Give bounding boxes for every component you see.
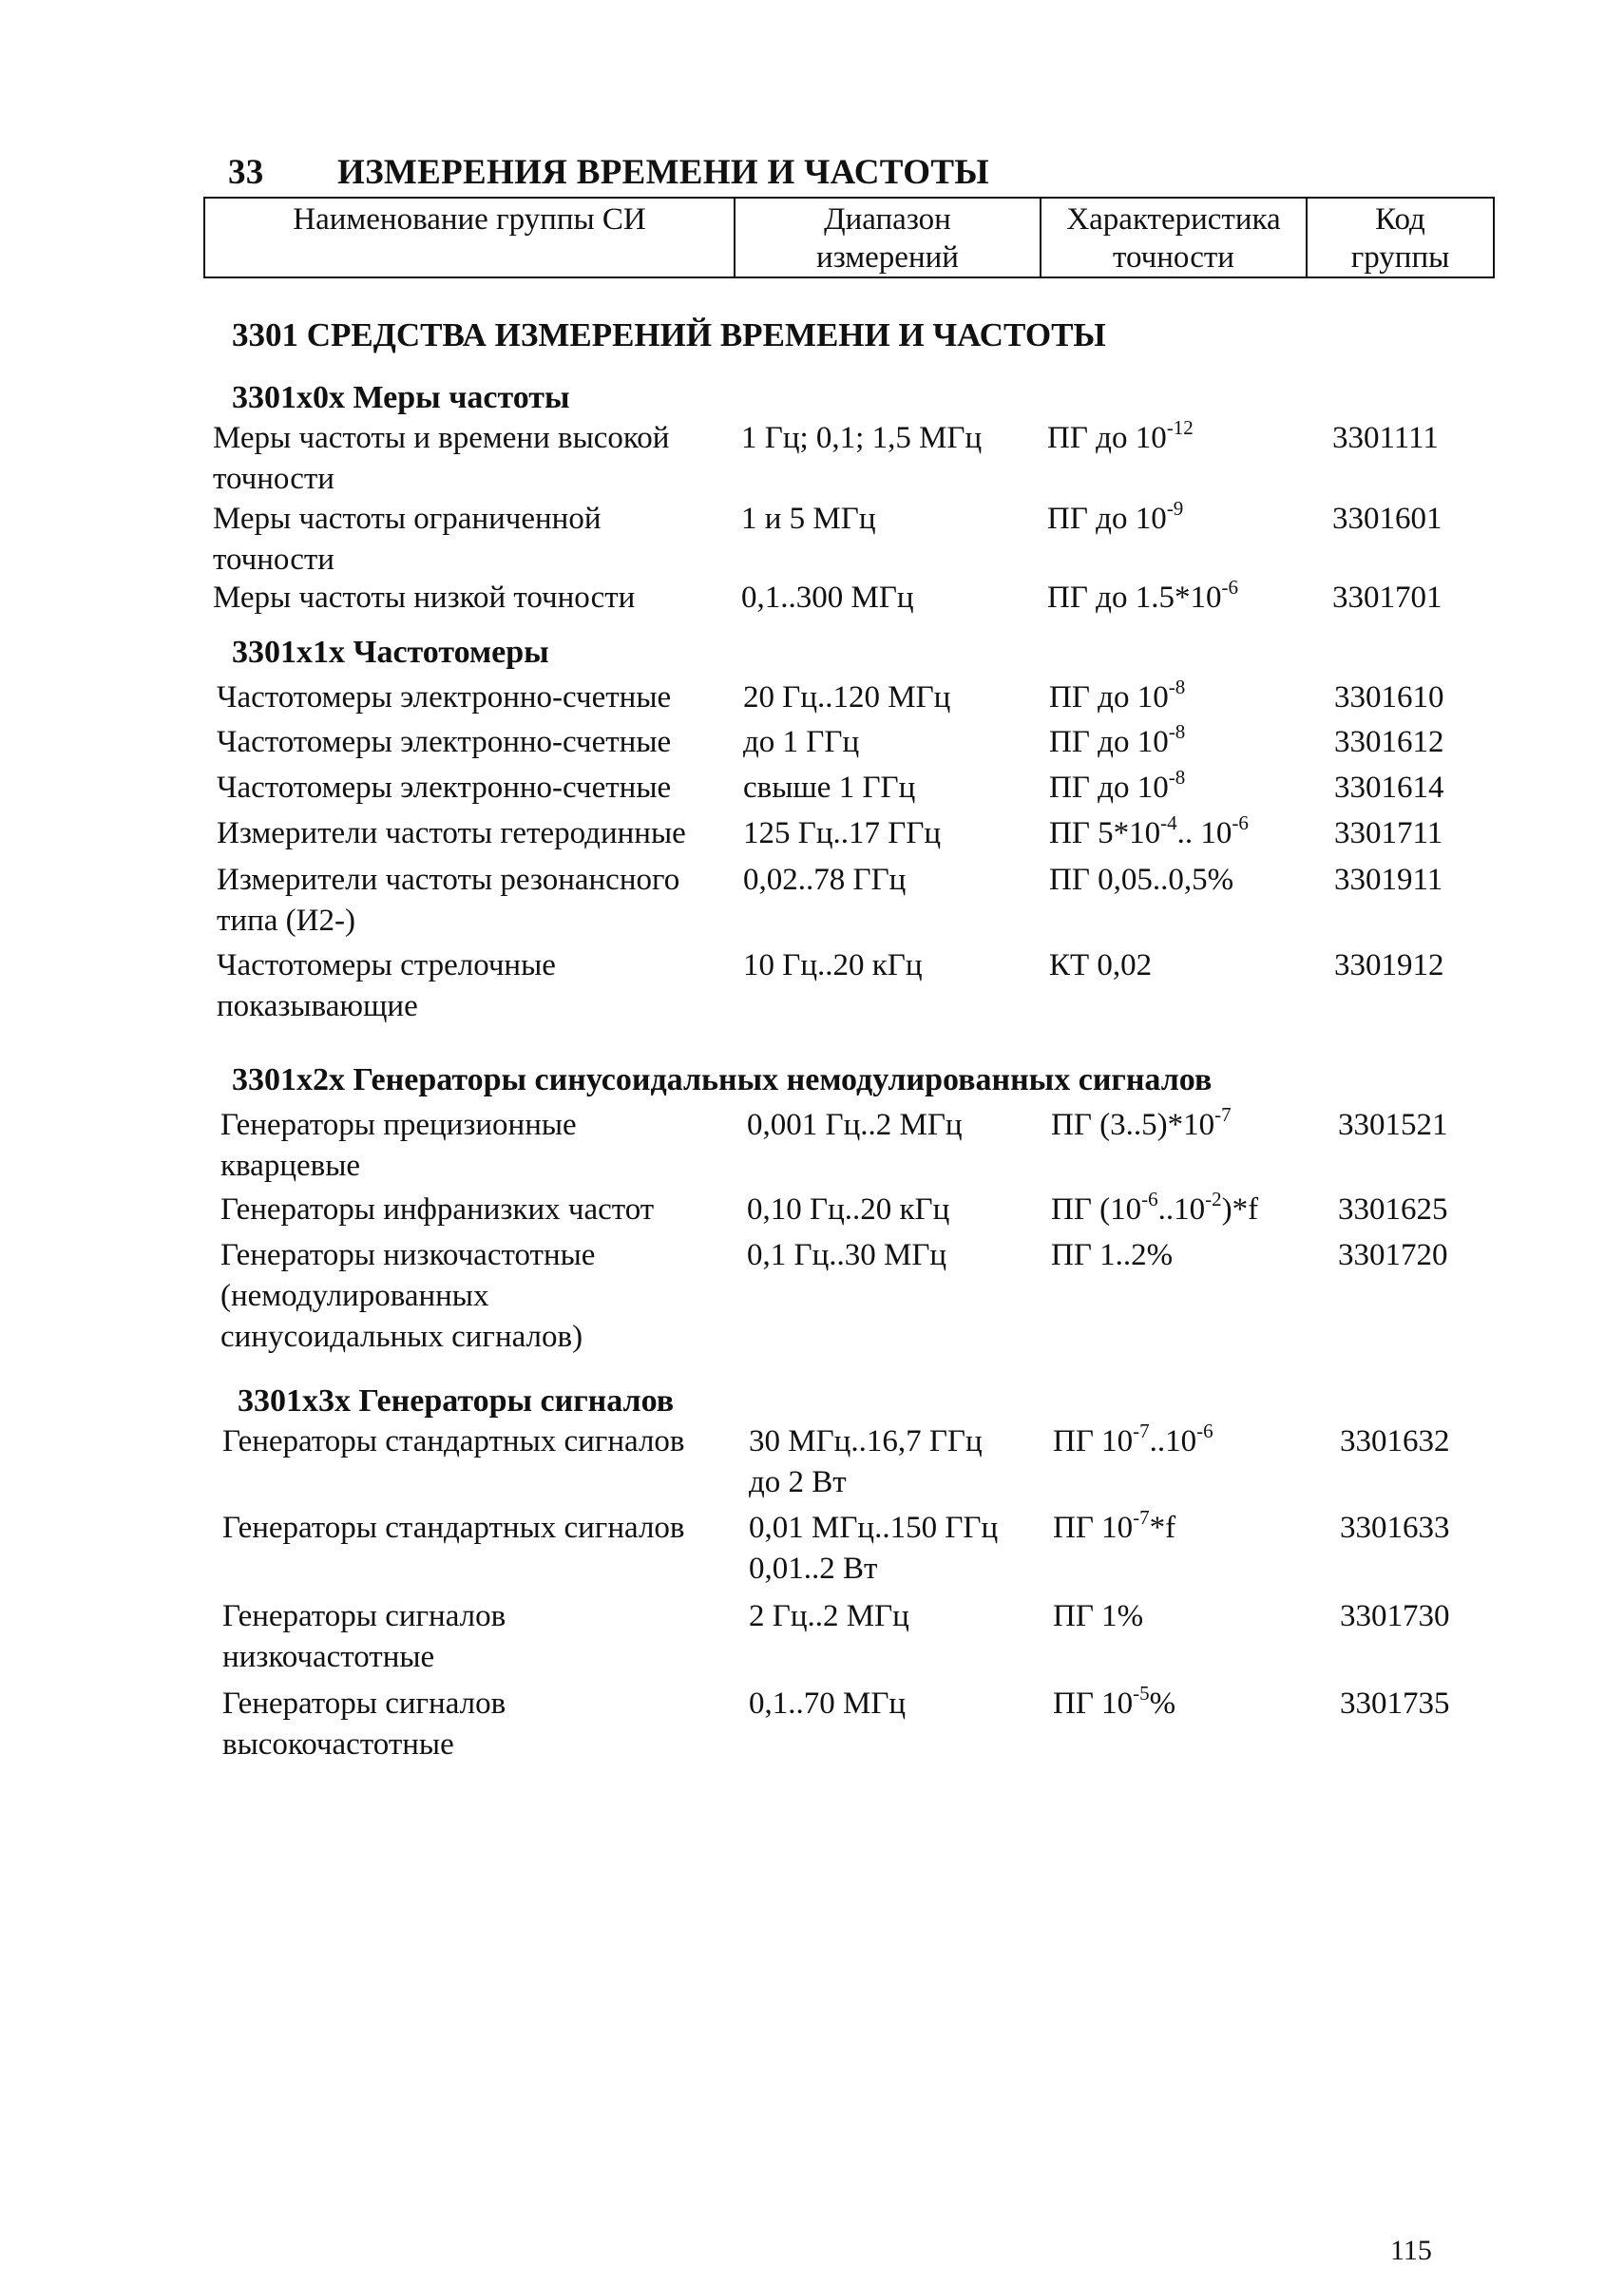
header-accuracy-line1: Характеристика <box>1066 202 1281 237</box>
accuracy-text: ПГ 10 <box>1053 1424 1134 1458</box>
accuracy-text-mid: .. 10 <box>1176 816 1232 850</box>
measurement-range <box>743 768 915 809</box>
accuracy-exponent: -5 <box>1133 1682 1150 1705</box>
accuracy-exponent-2: -6 <box>1232 811 1249 834</box>
accuracy-characteristic <box>1053 1421 1213 1465</box>
accuracy-exponent: -7 <box>1133 1506 1150 1529</box>
accuracy-text: ПГ до 10 <box>1047 421 1167 455</box>
group-code: 3301911 <box>1334 863 1443 897</box>
instrument-name-line: Измерители частоты гетеродинные <box>217 816 686 850</box>
instrument-name-line: Меры частоты низкой точности <box>213 581 636 615</box>
measurement-range-line: 0,1 Гц..30 МГц <box>747 1238 947 1272</box>
instrument-name-line: синусоидальных сигналов) <box>220 1320 583 1354</box>
measurement-range <box>749 1684 906 1725</box>
instrument-name <box>217 722 671 763</box>
instrument-name-line: типа (И2-) <box>217 904 355 938</box>
accuracy-characteristic <box>1049 768 1185 811</box>
group-code: 3301610 <box>1334 680 1444 715</box>
accuracy-characteristic <box>1049 860 1233 901</box>
accuracy-text: ПГ (3..5)*10 <box>1051 1108 1215 1142</box>
instrument-name <box>220 1190 654 1230</box>
accuracy-exponent: -6 <box>1141 1188 1158 1210</box>
chapter-number: 33 <box>228 153 264 192</box>
header-range-line1: Диапазон <box>824 202 951 237</box>
measurement-range-line: 1 и 5 МГц <box>741 502 876 536</box>
measurement-range-line: 0,01..2 Вт <box>749 1552 878 1586</box>
measurement-range <box>749 1508 998 1590</box>
instrument-name <box>213 578 635 619</box>
accuracy-text: ПГ до 1.5*10 <box>1047 581 1222 615</box>
group-title: 3301x3x Генераторы сигналов <box>238 1383 675 1419</box>
instrument-name-line: высокочастотные <box>222 1727 454 1762</box>
instrument-name-line: Частотомеры электронно-счетные <box>217 771 672 805</box>
measurement-range <box>743 677 950 718</box>
instrument-name-line: Генераторы сигналов <box>222 1599 506 1633</box>
accuracy-exponent: -6 <box>1221 576 1238 599</box>
accuracy-characteristic <box>1053 1684 1175 1727</box>
accuracy-characteristic <box>1051 1235 1173 1276</box>
accuracy-text: ПГ 1..2% <box>1051 1238 1174 1272</box>
measurement-range-line: 30 МГц..16,7 ГГц <box>749 1424 983 1458</box>
instrument-name-line: Генераторы прецизионные <box>220 1108 577 1142</box>
accuracy-exponent: -7 <box>1214 1103 1232 1126</box>
instrument-name-line: точности <box>213 462 334 496</box>
instrument-name <box>213 418 669 500</box>
accuracy-characteristic <box>1051 1105 1232 1149</box>
measurement-range <box>747 1105 963 1146</box>
accuracy-exponent: -8 <box>1168 676 1186 698</box>
instrument-name <box>222 1596 506 1678</box>
group-title: 3301x1x Частотомеры <box>232 635 549 670</box>
measurement-range-line: 0,10 Гц..20 кГц <box>747 1192 950 1227</box>
instrument-name-line: Частотомеры электронно-счетные <box>217 725 672 759</box>
accuracy-text: ПГ до 10 <box>1047 502 1167 536</box>
instrument-name <box>217 677 671 718</box>
instrument-name-line: Измерители частоты резонансного <box>217 863 680 897</box>
header-accuracy-cell <box>1041 198 1307 277</box>
accuracy-exponent-2: -2 <box>1205 1188 1222 1210</box>
instrument-name-line: Меры частоты ограниченной <box>213 502 602 536</box>
instrument-name <box>217 860 679 942</box>
measurement-range-line: 2 Гц..2 МГц <box>749 1599 909 1633</box>
measurement-range <box>749 1596 909 1637</box>
group-title: 3301x0x Меры частоты <box>232 380 570 415</box>
group-code: 3301632 <box>1340 1424 1450 1458</box>
group-code: 3301625 <box>1338 1192 1448 1227</box>
chapter-title: ИЗМЕРЕНИЯ ВРЕМЕНИ И ЧАСТОТЫ <box>337 153 989 192</box>
instrument-name-line: Меры частоты и времени высокой <box>213 421 670 455</box>
accuracy-characteristic <box>1049 945 1152 986</box>
instrument-name <box>222 1421 685 1462</box>
measurement-range <box>743 860 906 901</box>
accuracy-text: ПГ 5*10 <box>1049 816 1161 850</box>
measurement-range-line: до 1 ГГц <box>743 725 860 759</box>
instrument-name-line: показывающие <box>217 989 418 1023</box>
accuracy-exponent: -7 <box>1133 1420 1150 1442</box>
instrument-name <box>220 1105 577 1187</box>
instrument-name-line: Частотомеры электронно-счетные <box>217 680 672 715</box>
accuracy-characteristic <box>1047 578 1238 621</box>
accuracy-text: ПГ до 10 <box>1049 771 1169 805</box>
accuracy-characteristic <box>1051 1190 1258 1233</box>
instrument-name <box>217 945 556 1027</box>
accuracy-text-mid: ..10 <box>1157 1192 1206 1227</box>
measurement-range <box>747 1190 949 1230</box>
header-name: Наименование группы СИ <box>293 202 646 237</box>
accuracy-text-mid: % <box>1149 1687 1176 1721</box>
accuracy-text-mid: ..10 <box>1149 1424 1197 1458</box>
accuracy-text: ПГ до 10 <box>1049 725 1169 759</box>
instrument-name <box>220 1235 595 1358</box>
group-code: 3301701 <box>1332 581 1442 615</box>
group-code: 3301614 <box>1334 771 1444 805</box>
measurement-range-line: 0,1..70 МГц <box>749 1687 907 1721</box>
accuracy-characteristic <box>1049 722 1185 766</box>
instrument-name-line: кварцевые <box>220 1149 361 1183</box>
accuracy-characteristic <box>1049 677 1185 721</box>
instrument-name <box>217 768 671 809</box>
measurement-range-line: 10 Гц..20 кГц <box>743 948 923 982</box>
group-code: 3301735 <box>1340 1687 1450 1721</box>
accuracy-text-tail: )*f <box>1221 1192 1259 1227</box>
accuracy-text: ПГ 10 <box>1053 1687 1134 1721</box>
accuracy-text: ПГ (10 <box>1051 1192 1142 1227</box>
measurement-range-line: 0,001 Гц..2 МГц <box>747 1108 963 1142</box>
instrument-name-line: низкочастотные <box>222 1640 435 1674</box>
header-code-cell <box>1307 198 1494 277</box>
accuracy-exponent: -12 <box>1166 416 1194 439</box>
accuracy-characteristic <box>1053 1596 1143 1637</box>
instrument-name-line: (немодулированных <box>220 1279 489 1313</box>
accuracy-text: ПГ 1% <box>1053 1599 1144 1633</box>
accuracy-characteristic <box>1053 1508 1175 1552</box>
group-code: 3301111 <box>1332 421 1439 455</box>
measurement-range <box>741 499 876 540</box>
group-code: 3301711 <box>1334 816 1443 850</box>
measurement-range-line: свыше 1 ГГц <box>743 771 916 805</box>
accuracy-exponent-2: -6 <box>1196 1420 1213 1442</box>
measurement-range-line: 1 Гц; 0,1; 1,5 МГц <box>741 421 983 455</box>
measurement-range <box>749 1421 983 1503</box>
header-name-cell <box>204 198 735 277</box>
accuracy-characteristic <box>1047 418 1194 462</box>
accuracy-exponent: -4 <box>1160 811 1177 834</box>
group-code: 3301612 <box>1334 725 1444 759</box>
measurement-range-line: 0,02..78 ГГц <box>743 863 907 897</box>
section-title: 3301 СРЕДСТВА ИЗМЕРЕНИЙ ВРЕМЕНИ И ЧАСТОТЫ <box>232 316 1106 353</box>
header-range-line2: измерений <box>816 240 959 275</box>
group-code: 3301912 <box>1334 948 1444 982</box>
accuracy-exponent: -8 <box>1168 766 1186 789</box>
group-code: 3301720 <box>1338 1238 1448 1272</box>
accuracy-exponent: -8 <box>1168 720 1186 743</box>
instrument-name <box>222 1684 506 1765</box>
instrument-name-line: Генераторы сигналов <box>222 1687 506 1721</box>
group-code: 3301730 <box>1340 1599 1450 1633</box>
measurement-range-line: 0,01 МГц..150 ГГц <box>749 1511 999 1545</box>
instrument-name-line: Генераторы инфранизких частот <box>220 1192 655 1227</box>
instrument-name-line: Генераторы стандартных сигналов <box>222 1424 685 1458</box>
accuracy-text-mid: *f <box>1149 1511 1176 1545</box>
instrument-name-line: Частотомеры стрелочные <box>217 948 556 982</box>
accuracy-characteristic <box>1049 813 1249 857</box>
accuracy-text: ПГ до 10 <box>1049 680 1169 715</box>
group-code: 3301521 <box>1338 1108 1448 1142</box>
group-code: 3301633 <box>1340 1511 1450 1545</box>
group-title: 3301x2x Генераторы синусоидальных немодулированных сигналов <box>232 1062 1213 1097</box>
header-code-line1: Код <box>1375 202 1425 237</box>
accuracy-characteristic <box>1047 499 1183 543</box>
instrument-name <box>217 813 686 854</box>
header-accuracy-line2: точности <box>1113 240 1234 275</box>
instrument-name <box>213 499 602 581</box>
accuracy-text: ПГ 10 <box>1053 1511 1134 1545</box>
measurement-range <box>741 578 914 619</box>
instrument-name-line: точности <box>213 543 334 577</box>
page-number: 115 <box>1390 2235 1432 2266</box>
accuracy-exponent: -9 <box>1166 497 1184 520</box>
measurement-range-line: 0,1..300 МГц <box>741 581 914 615</box>
measurement-range-line: до 2 Вт <box>749 1465 847 1499</box>
chapter-heading <box>228 152 989 193</box>
accuracy-text: КТ 0,02 <box>1049 948 1153 982</box>
instrument-name-line: Генераторы низкочастотные <box>220 1238 596 1272</box>
column-header-table <box>203 197 1495 278</box>
measurement-range <box>747 1235 946 1276</box>
accuracy-text: ПГ 0,05..0,5% <box>1049 863 1234 897</box>
instrument-name-line: Генераторы стандартных сигналов <box>222 1511 685 1545</box>
measurement-range <box>743 813 941 854</box>
header-code-line2: группы <box>1350 240 1450 275</box>
measurement-range <box>743 722 859 763</box>
group-code: 3301601 <box>1332 502 1442 536</box>
measurement-range <box>743 945 923 986</box>
measurement-range <box>741 418 982 459</box>
measurement-range-line: 125 Гц..17 ГГц <box>743 816 942 850</box>
instrument-name <box>222 1508 685 1549</box>
header-range-cell <box>735 198 1041 277</box>
measurement-range-line: 20 Гц..120 МГц <box>743 680 951 715</box>
